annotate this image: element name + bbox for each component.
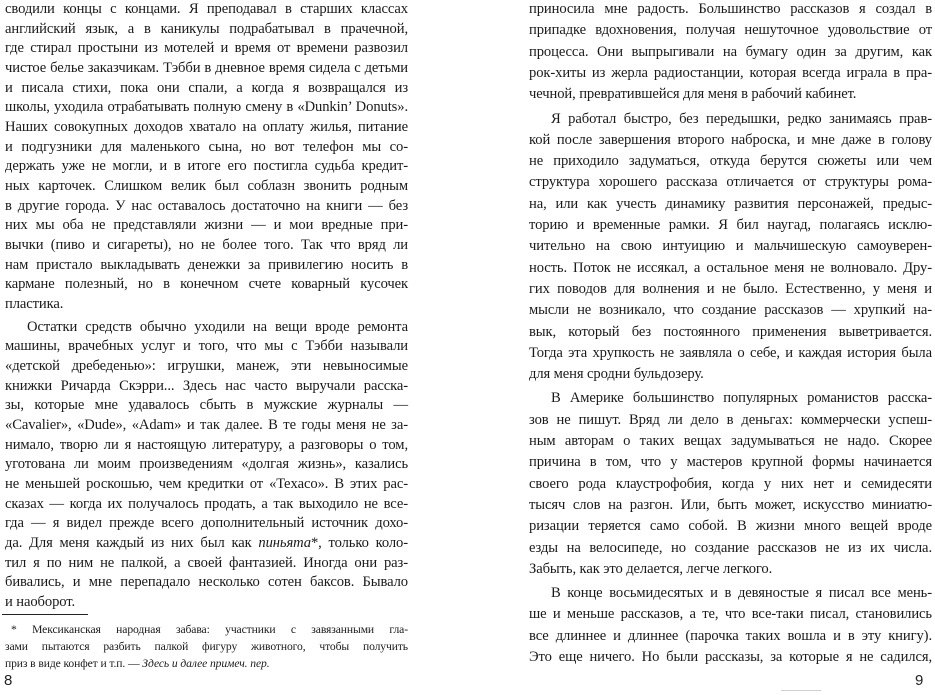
paragraph-first-line: В Америке большинство популярных романистов расска- bbox=[551, 390, 932, 406]
text-line: зы, которые мне удавалось сбыть в мужские журналы — bbox=[5, 397, 408, 413]
text-line: ных карточек. Слишком велик был соблазн звонить родным bbox=[5, 178, 408, 194]
paragraph-first-line: Остатки средств обычно уходили на вещи вроде ремонта bbox=[27, 319, 408, 335]
text-line: зов не пишут. Вряд ли дело в деньгах: коммерчески успеш- bbox=[529, 412, 932, 428]
footnote-line: зами пытаются разбить палкой фигуру животного, чтобы получить bbox=[5, 640, 408, 653]
text-line: Тогда эта хрупкость не заявляла о себе, и каждая история была bbox=[529, 345, 932, 361]
text-line: Наших совокупных доходов хватало на оплату жилья, питание bbox=[5, 119, 408, 135]
text-line: английский язык, а в каникулы подрабатывал в прачечной, bbox=[5, 21, 408, 37]
text-line: уготована ли моим произведениям «долгая жизнь», казались bbox=[5, 456, 408, 472]
text-line: тил я по ним не палкой, а своей фантазией. Иногда они раз- bbox=[5, 555, 408, 571]
footnote-text: приз в виде конфет и т.п. — bbox=[5, 657, 143, 670]
text-line: не меньшей роскошью, чем кредитки от «Texaco». В этих рас- bbox=[5, 476, 408, 492]
text-line: ше и меньше рассказов, а те, что все-таки писал, становились bbox=[529, 606, 932, 622]
text-line: бивались, и мне перепадало несколько сотен баксов. Бывало bbox=[5, 574, 408, 590]
text-line: кой после завершения второго наброска, и мне даже в голову bbox=[529, 132, 932, 148]
text-line: нам пристало выкладывать денежки за привилегию носить в bbox=[5, 257, 408, 273]
text-line: кармане полезный, но в конечном счете коварный кусочек bbox=[5, 276, 408, 292]
text-line: торию и временные рамки. Я бил наугад, полагаясь исклю- bbox=[529, 217, 932, 233]
text-line: гда — я видел прежде всего дополнительный источник дохо- bbox=[5, 515, 408, 531]
text-line: них мы оба не представляли жизни — и мои вредные при- bbox=[5, 217, 408, 233]
text-line: припадке вдохновения, получая нешуточное удовольствие от bbox=[529, 22, 932, 38]
text-line: ризации теряется само собой. В жизни много вещей вроде bbox=[529, 518, 932, 534]
text-line: машины, врачебных услуг и того, что мы с Тэбби называли bbox=[5, 338, 408, 354]
page-number-right: 9 bbox=[915, 672, 924, 689]
text-line: причина в том, что у мастеров крупной формы начинается bbox=[529, 454, 932, 470]
text-line: и писала стихи, пока они спали, а когда я возвращался из bbox=[5, 80, 408, 96]
text-line: для меня сродни бульдозеру. bbox=[529, 366, 704, 382]
text-line: чечной, превратившейся для меня в рабочий кабинет. bbox=[529, 86, 857, 102]
text-line: мысли не возникало, что создание рассказов — хрупкий на- bbox=[529, 302, 932, 318]
text-line: своего рода клаустрофобия, когда у них нет и семидесяти bbox=[529, 476, 932, 492]
footnote-reference: *, только коло- bbox=[310, 535, 408, 551]
page-number-left: 8 bbox=[4, 672, 13, 689]
footnote-line: * Мексиканская народная забава: участники с завязанными гла- bbox=[11, 623, 408, 636]
scan-mark bbox=[781, 690, 821, 691]
footnote-translator-note: Здесь и далее примеч. пер. bbox=[142, 657, 270, 670]
text-line: ным авторам о таких вещах задумываться не надо. Скорее bbox=[529, 433, 932, 449]
text-line: структура хорошего рассказа отличается от структуры рома- bbox=[529, 174, 932, 190]
text-line-with-italic bbox=[5, 534, 408, 553]
text-line: чительно на свою интуицию и мальчишескую самоуверен- bbox=[529, 238, 932, 254]
text-line: тысяч слов на разгон. Или, быть может, искусство миниатю- bbox=[529, 497, 932, 513]
footnote-divider bbox=[2, 614, 88, 615]
paragraph-first-line: В конце восьмидесятых и в девяностые я писал все мень- bbox=[551, 585, 932, 601]
text-line: на, или как учесть динамику развития персонажей, предыс- bbox=[529, 196, 932, 212]
text-segment: да. Для меня каждый из них был как bbox=[5, 535, 259, 551]
text-line: нимало, творю ли я настоящую литературу, а разговоры о том, bbox=[5, 437, 408, 453]
text-line: сводили концы с концами. Я преподавал в старших классах bbox=[5, 1, 408, 17]
text-line: рок-хиты из жерла радиостанции, которая всегда играла в пра- bbox=[529, 65, 932, 81]
text-line: процесса. Они выпрыгивали на бумагу один за другим, как bbox=[529, 44, 932, 60]
text-line: вычки (пиво и сигареты), но не более того. Так что вряд ли bbox=[5, 237, 408, 253]
text-line: и подгузники для маленького сына, но вот телефон мы со- bbox=[5, 139, 408, 155]
text-line: и наоборот. bbox=[5, 594, 75, 610]
text-line: сказах — когда их получалось продать, а так выходило не все- bbox=[5, 496, 408, 512]
text-line: чистое белье заказчикам. Тэбби в дневное время сидела с детьми bbox=[5, 60, 408, 76]
text-line: «детской дребеденью»: игрушки, манеж, эти невыносимые bbox=[5, 358, 408, 374]
text-line: не приходило задуматься, откуда берутся сюжеты или чем bbox=[529, 153, 932, 169]
italic-word: пиньята bbox=[258, 535, 311, 551]
text-line: Забыть, как это делается, легче легкого. bbox=[529, 561, 773, 577]
text-line: книжки Ричарда Скэрри... Здесь нас часто выручали расска- bbox=[5, 378, 408, 394]
text-line: школы, уходила отрабатывать полную смену в «Dunkin’ Donuts». bbox=[5, 99, 408, 115]
text-line: Это еще ничего. Но были рассказы, за которые я не садился, bbox=[529, 649, 932, 665]
text-line: все длиннее и длиннее (парочка таких вошла и в эту книгу). bbox=[529, 628, 932, 644]
text-line: гих поводов для волнения и не было. Естественно, у меня и bbox=[529, 281, 932, 297]
text-line: пластика. bbox=[5, 296, 64, 312]
text-line: приносила мне радость. Большинство рассказов я создал в bbox=[529, 1, 932, 17]
text-line: в другие города. У нас оставалось достаточно на книги — без bbox=[5, 198, 408, 214]
paragraph-first-line: Я работал быстро, без передышки, редко занимаясь прав- bbox=[551, 111, 932, 127]
footnote-line bbox=[5, 655, 408, 672]
text-line: «Cavalier», «Dude», «Adam» и так далее. В те годы меня не за- bbox=[5, 417, 408, 433]
text-line: езды на велосипеде, но создание рассказов не из их числа. bbox=[529, 540, 932, 556]
text-line: вык, который без постоянного применения выветривается. bbox=[529, 324, 932, 340]
text-line: держать уже не могли, и в итоге его постигла судьба кредит- bbox=[5, 158, 408, 174]
text-line: где стирал простыни из мотелей и время от времени развозил bbox=[5, 40, 408, 56]
text-line: ность. Поток не иссякал, а остальное меня не волновало. Дру- bbox=[529, 260, 932, 276]
